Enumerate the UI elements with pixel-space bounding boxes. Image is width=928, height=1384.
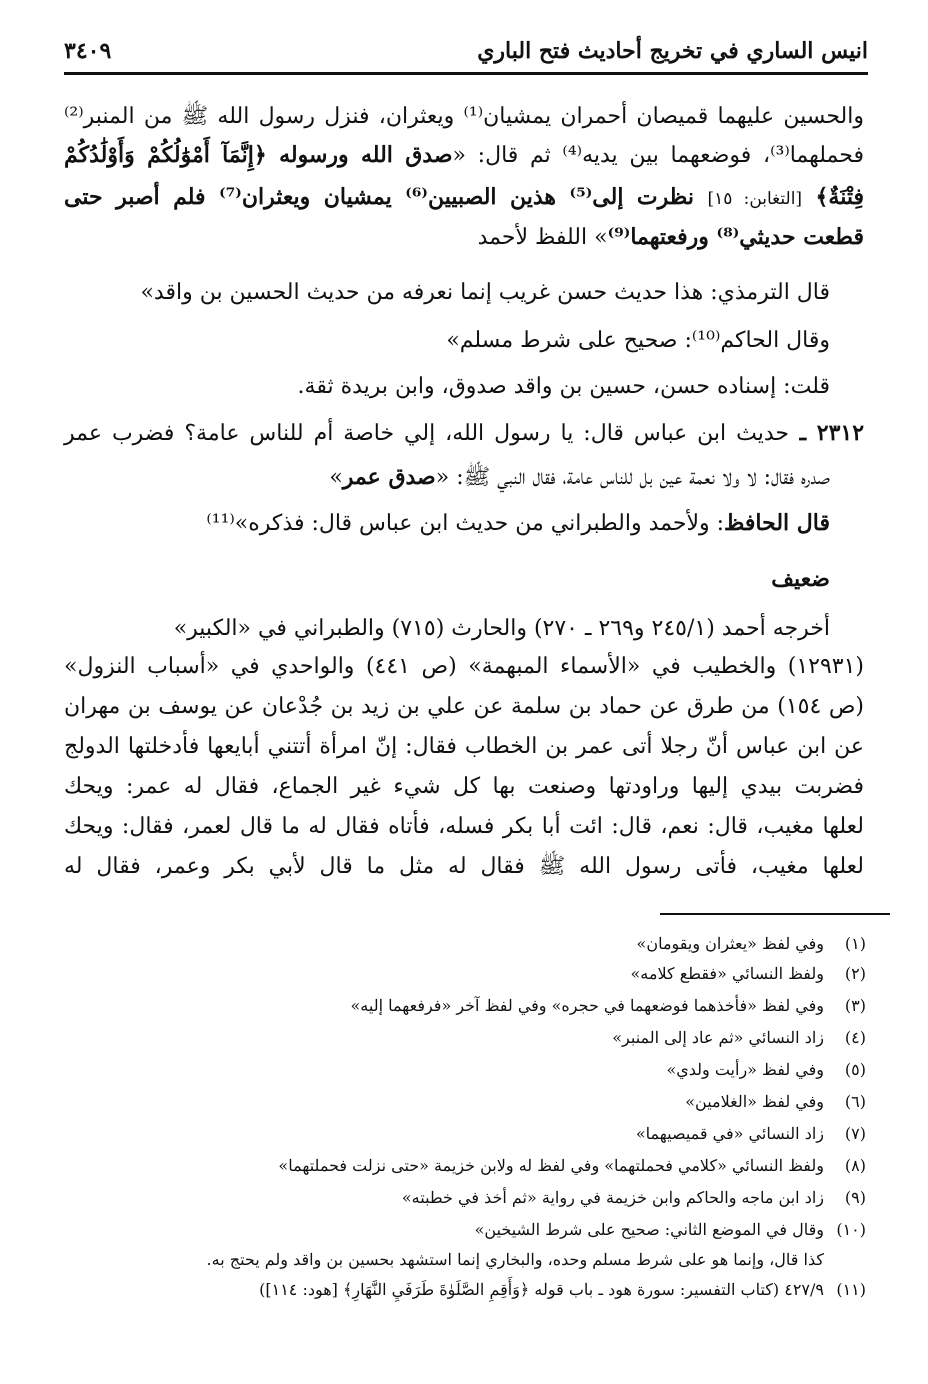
text-line: قال الترمذي: هذا حديث حسن غريب إنما نعرفه من حديث الحسين بن واقد» (140, 280, 830, 305)
page-header (64, 34, 868, 74)
text-line: قلت: إسناده حسن، حسين بن واقد صدوق، وابن بريدة ثقة. (297, 374, 830, 399)
footnote-continuation: كذا قال، وإنما هو على شرط مسلم وحده، والبخاري إنما استشهد بحسين بن واقد ولم يحتج به. (206, 1250, 824, 1269)
grading-label: ضعيف (771, 566, 830, 592)
text-line: قطعت حديثي⁽⁸⁾ ورفعتهما⁽⁹⁾» اللفظ لأحمد (477, 224, 864, 250)
footnote: (٧)زاد النسائي «في قميصيهما» (635, 1124, 866, 1143)
text-line: أخرجه أحمد (٢٤٥/١ و٢٦٩ ـ ٢٧٠) والحارث (٧١٥) والطبراني في «الكبير» (173, 616, 830, 641)
page-number: ٣٤٠٩ (64, 38, 112, 64)
text-line: فضربت بيدي إليها وراودتها وصنعت بها كل شيء غير الجماع، فقال له عمر: ويحك (64, 774, 864, 799)
footnote: (٩)زاد ابن ماجه والحاكم وابن خزيمة في رواية «ثم أخذ في خطبته» (401, 1188, 866, 1207)
text-line: والحسين عليهما قميصان أحمران يمشيان⁽¹⁾ ويعثران، فنزل رسول الله ﷺ من المنبر⁽²⁾ (64, 104, 864, 129)
footnote: (٦)وفي لفظ «الغلامين» (685, 1092, 866, 1111)
text-line: قال الحافظ: ولأحمد والطبراني من حديث ابن عباس قال: فذكره»⁽¹¹⁾ (206, 510, 830, 536)
text-line: صدره فقال: لا ولا نعمة عين بل للناس عامة، فقال النبي ﷺ: «صدق عمر» (329, 464, 830, 490)
text-line: (١٢٩٣١) والخطيب في «الأسماء المبهمة» (ص ٤٤١) والواحدي في «أسباب النزول» (64, 654, 864, 679)
text-line: فِتْنَةٌ﴾ [التغابن: ١٥] نظرت إلى⁽⁵⁾ هذين الصبيين⁽⁶⁾ يمشيان ويعثران⁽⁷⁾ فلم أصبر حتى (64, 184, 865, 210)
text-line: فحملهما⁽³⁾، فوضعهما بين يديه⁽⁴⁾ ثم قال: «صدق الله ورسوله ﴿إِنَّمَآ أَمْوَٰلُكُمْ وَأَوْلَٰدُكُمْ (64, 142, 864, 168)
footnote: (٨)ولفظ النسائي «كلامي فحملتهما» وفي لفظ له ولابن خزيمة «حتى نزلت فحملتهما» (278, 1156, 866, 1175)
text-line: لعلها مغيب، قال: نعم، قال: ائت أبا بكر فسله، فأتاه فقال له ما قال لعمر، فقال: ويحك (64, 814, 864, 839)
footnote: (٣)وفي لفظ «فأخذهما فوضعهما في حجره» وفي لفظ آخر «فرفعهما إليه» (350, 996, 866, 1015)
header-rule (64, 72, 868, 75)
footnote: (٢)ولفظ النسائي «فقطع كلامه» (630, 964, 866, 983)
hadith-entry: ٢٣١٢ ـ حديث ابن عباس قال: يا رسول الله، إلي خاصة أم للناس عامة؟ فضرب عمر (64, 420, 865, 446)
footnote: (٤)زاد النسائي «ثم عاد إلى المنبر» (612, 1028, 866, 1047)
running-title: انيس الساري في تخريج أحاديث فتح الباري (477, 38, 868, 64)
text-line: لعلها مغيب، فأتى رسول الله ﷺ فقال له مثل ما قال لأبي بكر وعمر، فقال له (64, 854, 864, 879)
footnote: (٥)وفي لفظ «رأيت ولدي» (666, 1060, 866, 1079)
footnote: (١٠)وقال في الموضع الثاني: صحيح على شرط الشيخين» (474, 1220, 866, 1239)
footnote: (١)وفي لفظ «يعثران ويقومان» (636, 934, 866, 953)
text-line: (ص ١٥٤) من طرق عن حماد بن سلمة عن علي بن زيد بن جُدْعان عن يوسف بن مهران (64, 694, 865, 719)
text-line: وقال الحاكم⁽¹⁰⁾: صحيح على شرط مسلم» (446, 328, 830, 353)
footnote-divider (660, 913, 890, 915)
footnote: (١١)٤٢٧/٩ (كتاب التفسير: سورة هود ـ باب قوله ﴿وَأَقِمِ الصَّلَوٰةَ طَرَفَيِ النَّهَارِ﴾ [هود: ١١٤]) (259, 1280, 866, 1299)
text-line: عن ابن عباس أنّ رجلا أتى عمر بن الخطاب فقال: إنّ امرأة أتتني أبايعها فأدخلتها الدولج (64, 734, 864, 759)
